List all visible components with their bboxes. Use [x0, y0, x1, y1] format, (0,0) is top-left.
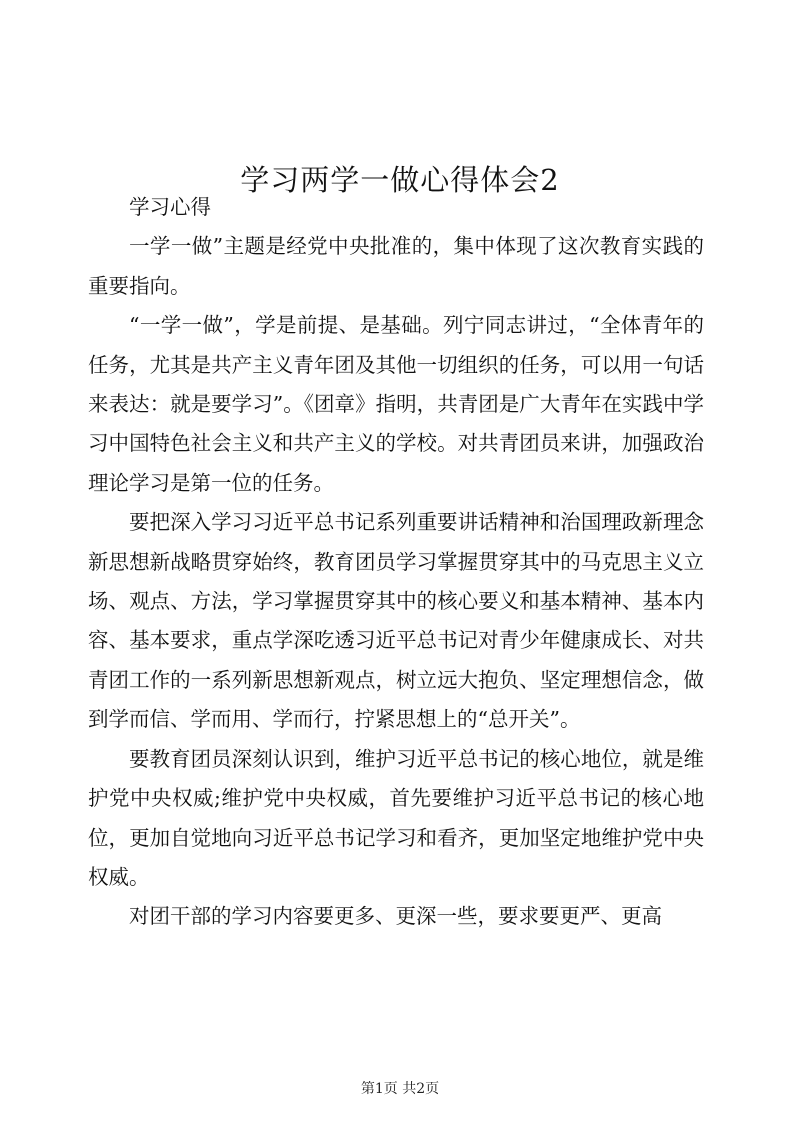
paragraph: 一学一做”主题是经党中央批准的，集中体现了这次教育实践的重要指向。	[88, 234, 704, 298]
document-body	[88, 188, 704, 937]
paragraph: 要把深入学习习近平总书记系列重要讲话精神和治国理政新理念新思想新战略贯穿始终，教育团员学习掌握贯穿其中的马克思主义立场、观点、方法，学习掌握贯穿其中的核心要义和基本精神、基本内容、基本要求，重点学深吃透习近平总书记对青少年健康成长、对共青团工作的一系列新思想新观点，树立远大抱负、坚定理想信念，做到学而信、学而用、学而行，拧紧思想上的“总开关”。	[88, 510, 704, 732]
document-title: 学习两学一做心得体会2	[240, 163, 560, 198]
paragraph: “一学一做”，学是前提、是基础。列宁同志讲过，“全体青年的任务，尤其是共产主义青年团及其他一切组织的任务，可以用一句话来表达：就是要学习”。《团章》指明，共青团是广大青年在实践中学习中国特色社会主义和共产主义的学校。对共青团员来讲，加强政治理论学习是第一位的任务。	[88, 313, 704, 495]
page-number-footer: 第1页 共2页	[360, 1081, 440, 1097]
paragraph: 要教育团员深刻认识到，维护习近平总书记的核心地位，就是维护党中央权威;维护党中央权威，首先要维护习近平总书记的核心地位，更加自觉地向习近平总书记学习和看齐，更加坚定地维护党中央权威。	[88, 746, 704, 889]
paragraph: 对团干部的学习内容要更多、更深一些，要求要更严、更高	[129, 904, 662, 929]
paragraph-heading: 学习心得	[129, 195, 211, 219]
